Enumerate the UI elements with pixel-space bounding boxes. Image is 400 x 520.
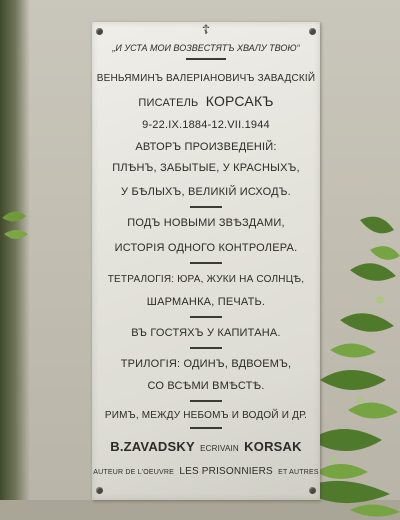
works-heading: АВТОРЪ ПРОИЗВЕДЕНІЙ: (135, 141, 277, 153)
title-word: ПИСАТЕЛЬ (138, 97, 199, 109)
left-leaves (0, 200, 32, 250)
pen-name: КОРСАКЪ (205, 93, 274, 109)
works-line: СО ВСѢМИ ВМѢСТѢ. (147, 380, 265, 392)
full-name: ВЕНЬЯМИНЪ ВАЛЕРІАНОВИЧЪ ЗАВАДСКІЙ (96, 73, 316, 84)
latin-name-line (92, 440, 320, 455)
bolt-bottom-right (309, 487, 316, 494)
latin-author: AUTEUR DE L'OEUVRE (93, 469, 175, 476)
works-line: У БѢЛЫХЪ, ВЕЛИКІЙ ИСХОДЪ. (121, 186, 291, 198)
works-line: ШАРМАНКА, ПЕЧАТЬ. (146, 296, 266, 308)
orthodox-cross-icon: ☦ (201, 23, 211, 38)
stone-left-edge-shadow (0, 0, 30, 520)
divider (190, 400, 222, 402)
divider (190, 427, 222, 429)
works-line: ПЛѢНЪ, ЗАБЫТЫЕ, У КРАСНЫХЪ, (112, 162, 300, 174)
divider (190, 262, 222, 264)
works-line: РИМЪ, МЕЖДУ НЕБОМЪ И ВОДОЙ И ДР. (104, 410, 308, 421)
latin-name: B.ZAVADSKY (110, 439, 195, 454)
bolt-bottom-left (96, 487, 103, 494)
divider (190, 316, 222, 318)
divider (190, 206, 222, 208)
latin-pen-name: KORSAK (244, 439, 302, 454)
memorial-plaque (92, 22, 320, 500)
works-line: ТЕТРАЛОГІЯ: ЮРА, ЖУКИ НА СОЛНЦѢ, (107, 274, 305, 285)
latin-role: ECRIVAIN (200, 444, 239, 453)
divider (190, 347, 222, 349)
latin-etc: ET AUTRES (278, 469, 319, 476)
works-line: ТРИЛОГІЯ: ОДИНЪ, ВДВОЕМЪ, (120, 358, 292, 370)
latin-works-line (92, 465, 320, 479)
writer-line (92, 95, 320, 110)
life-dates: 9-22.IX.1884-12.VII.1944 (142, 119, 270, 131)
divider (186, 58, 226, 60)
works-line: ИСТОРІЯ ОДНОГО КОНТРОЛЕРА. (114, 242, 298, 254)
latin-work: LES PRISONNIERS (179, 466, 273, 477)
epitaph: „И УСТА МОИ ВОЗВЕСТЯТЪ ХВАЛУ ТВОЮ“ (112, 43, 300, 53)
works-line: ПОДЪ НОВЫМИ ЗВѢЗДАМИ, (127, 217, 285, 229)
works-line: ВЪ ГОСТЯХЪ У КАПИТАНА. (131, 327, 281, 339)
